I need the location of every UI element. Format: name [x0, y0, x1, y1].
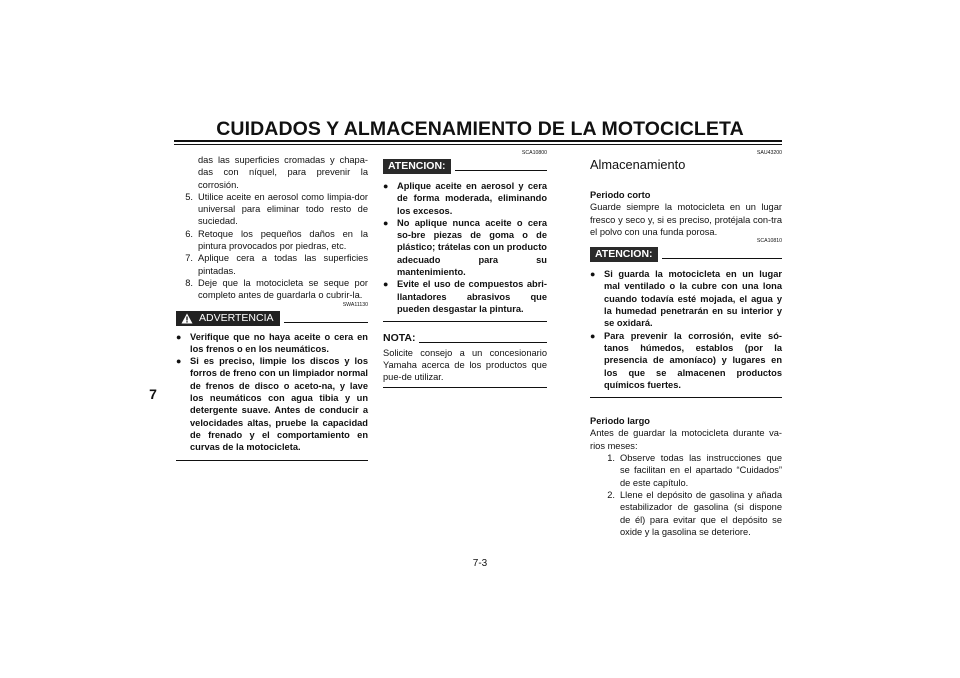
step-text: Utilice aceite en aerosol como limpia-dor universal para eliminar todo resto de suciedad.	[198, 191, 368, 227]
bullet-icon: ●	[176, 331, 182, 342]
note-header	[383, 332, 547, 344]
warning-label: ADVERTENCIA	[199, 311, 274, 324]
caution-rule	[662, 250, 782, 259]
page-title: CUIDADOS Y ALMACENAMIENTO DE LA MOTOCICLETA	[216, 118, 744, 140]
warning-code: SWA11130	[342, 301, 368, 308]
caution-item: Si guarda la motocicleta en un lugar mal ventilado o la cubre con una lona cuando todavía esté mojada, el agua y la humedad penetrarán en su interior y se oxidará.	[604, 269, 782, 329]
note-end-rule	[383, 387, 547, 388]
list-item	[383, 180, 547, 217]
caution-code: SCA10800	[521, 150, 547, 156]
caution-header	[383, 159, 547, 174]
caution-header	[590, 247, 782, 262]
subsection-title-long: Periodo largo	[590, 416, 650, 427]
list-item	[590, 268, 782, 329]
caution-item: Aplique aceite en aerosol y cera de forma moderada, eliminando los excesos.	[397, 181, 547, 216]
step-text: Observe todas las instrucciones que se facilitan en el apartado “Cuidados” de este capítulo.	[620, 453, 782, 488]
caution-list	[590, 268, 782, 391]
step-text: Aplique cera a todas las superficies pintadas.	[198, 253, 368, 276]
caution-item: Para prevenir la corrosión, evite só-tanos húmedos, establos (por la presencia de amoníaco) y lugares en los que se almacenen productos químicos fuertes.	[604, 330, 782, 390]
caution-item: Evite el uso de compuestos abri-llantadores abrasivos que pueden desgastar la pintura.	[397, 279, 547, 314]
continuation-text: das las superficies cromadas y chapa-das con níquel, para prevenir la corrosión.	[198, 155, 368, 190]
list-item	[176, 191, 368, 228]
step-number: 7.	[185, 253, 193, 264]
warning-end-rule	[176, 460, 368, 461]
warning-header	[176, 311, 368, 326]
bullet-icon: ●	[383, 181, 389, 191]
step-number: 8.	[185, 277, 193, 288]
step-number: 2.	[607, 489, 615, 500]
list-item	[176, 277, 368, 302]
caution-badge: ATENCION:	[383, 159, 451, 174]
list-item	[176, 228, 368, 253]
list-item	[176, 331, 368, 356]
warning-item: Si es preciso, limpie los discos y los forros de freno con un limpiador normal de frenos de disco o aceto-na, y lave los neumáticos con agua tibia y un detergente suave. Antes de conducir a velocidades altas, pruebe la capacidad de frenado y el comportamiento en curvas de la motocicleta.	[190, 356, 368, 453]
warning-rule	[284, 314, 369, 323]
chapter-tab: 7	[149, 386, 157, 402]
caution-code: SCA10810	[756, 238, 782, 245]
header-rule	[174, 140, 782, 142]
section-code: SAU43200	[756, 150, 782, 156]
bullet-icon: ●	[590, 269, 596, 280]
list-item	[383, 278, 547, 315]
column-2	[383, 150, 547, 388]
header-rule-thin	[174, 144, 782, 145]
bullet-icon: ●	[176, 356, 182, 367]
bullet-icon: ●	[590, 330, 596, 341]
list-item	[383, 217, 547, 278]
list-item	[600, 489, 782, 538]
caution-end-rule	[383, 321, 547, 322]
column-1	[176, 154, 368, 461]
short-text: Guarde siempre la motocicleta en un lugar fresco y seco y, si es preciso, protéjala con-tra el polvo con una funda porosa.	[590, 202, 782, 237]
step-number: 5.	[185, 191, 193, 202]
warning-list	[176, 331, 368, 454]
step-text: Retoque los pequeños daños en la pintura provocados por piedras, etc.	[198, 228, 368, 252]
step-number: 6.	[185, 228, 193, 239]
warning-item: Verifique que no haya aceite o cera en los frenos o en los neumáticos.	[190, 331, 368, 354]
caution-rule	[455, 162, 547, 171]
caution-item: No aplique nunca aceite o cera so-bre piezas de goma o de plástico; trátelas con un producto adecuado para su mantenimiento.	[397, 217, 547, 278]
list-item	[600, 452, 782, 489]
subsection-title-short: Periodo corto	[590, 190, 651, 200]
step-text: Deje que la motocicleta se seque por completo antes de guardarla o cubrir-la.	[198, 277, 368, 301]
long-steps	[590, 452, 782, 538]
long-text: Antes de guardar la motocicleta durante va-rios meses:	[590, 428, 782, 451]
list-item	[176, 252, 368, 277]
bullet-icon: ●	[383, 279, 389, 290]
section-title: Almacenamiento	[590, 157, 686, 172]
column-3	[590, 150, 782, 538]
page-number: 7-3	[472, 558, 488, 569]
bullet-icon: ●	[383, 217, 389, 228]
step-text: Llene el depósito de gasolina y añada estabilizador de gasolina (si dispone de él) para evitar que el depósito se oxide y la gasolina se deteriore.	[620, 489, 782, 537]
warning-badge	[176, 311, 280, 326]
list-item	[590, 330, 782, 391]
caution-badge: ATENCION:	[590, 247, 658, 262]
caution-list	[383, 180, 547, 315]
step-number: 1.	[607, 453, 615, 464]
warning-triangle-icon	[181, 313, 193, 324]
list-item	[176, 355, 368, 453]
note-text: Solicite consejo a un concesionario Yamaha acerca de los productos que pue-de utilizar.	[383, 347, 547, 383]
note-rule	[419, 342, 547, 343]
note-label: NOTA:	[383, 332, 416, 345]
